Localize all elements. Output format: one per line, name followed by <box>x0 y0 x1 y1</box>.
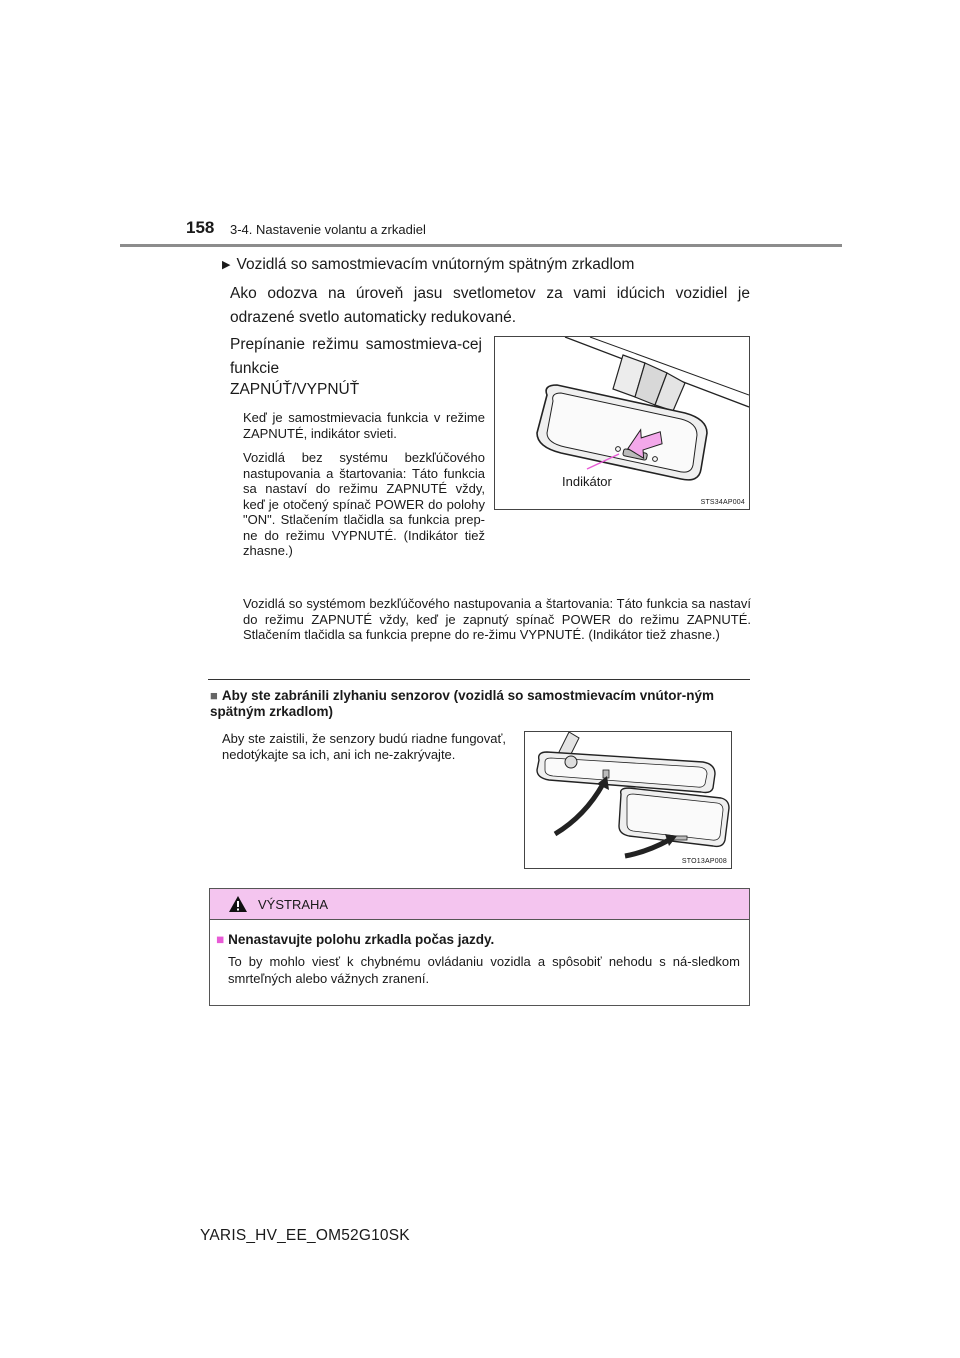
square-bullet-icon: ■ <box>210 688 218 703</box>
figure-callout-indicator: Indikátor <box>562 474 612 489</box>
warning-title: VÝSTRAHA <box>258 897 329 912</box>
triangle-bullet-icon: ▶ <box>222 259 231 271</box>
note-with-keyless: Vozidlá so systémom bezkľúčového nastupovania a štartovania: Táto funkcia sa nastaví do režimu ZAPNUTÉ vždy, keď je zapnutý spínač POWER do režimu ZAPNUTÉ. Stlačením tlačidla sa funkcia prepne do re-žimu VYPNUTÉ. (Indikátor tiež zhasne.) <box>243 596 751 642</box>
warning-box <box>209 888 750 1006</box>
square-bullet-icon: ■ <box>216 932 225 947</box>
sensor-paragraph: Aby ste zaistili, že senzory budú riadne fungovať, nedotýkajte sa ich, ani ich ne-zakrývajte. <box>222 731 506 762</box>
subheading <box>222 256 634 274</box>
step-subtitle: ZAPNÚŤ/VYPNÚŤ <box>230 381 360 398</box>
intro-paragraph: Ako odozva na úroveň jasu svetlometov za vami idúcich vozidiel je odrazené svetlo automaticky redukované. <box>230 285 750 326</box>
figure-code: STS34AP004 <box>700 499 745 506</box>
footer-code: YARIS_HV_EE_OM52G10SK <box>200 1227 410 1244</box>
figure-code: STO13AP008 <box>681 858 727 865</box>
step-title: Prepínanie režimu samostmieva-cej funkcie <box>230 336 482 377</box>
mirror-figure <box>494 336 750 510</box>
warning-header <box>210 889 749 920</box>
section-divider <box>208 679 750 680</box>
warning-subheading-text: Nenastavujte polohu zrkadla počas jazdy. <box>228 932 495 947</box>
note-indicator: Keď je samostmievacia funkcia v režime ZAPNUTÉ, indikátor svieti. <box>243 410 485 441</box>
section-title: 3-4. Nastavenie volantu a zrkadiel <box>230 222 426 237</box>
mirror-illustration <box>495 337 749 509</box>
warning-text: To by mohlo viesť k chybnému ovládaniu vozidla a spôsobiť nehodu s ná-sledkom smrteľných alebo vážnych zranení. <box>228 954 740 986</box>
warning-icon <box>228 895 248 913</box>
warning-subheading <box>216 932 494 947</box>
subheading-text: Vozidlá so samostmievacím vnútorným spätným zrkadlom <box>236 256 635 273</box>
sensor-heading <box>210 688 750 720</box>
page-number: 158 <box>186 218 215 237</box>
sensor-illustration <box>525 732 731 868</box>
sensor-heading-text: Aby ste zabránili zlyhaniu senzorov (vozidlá so samostmievacím vnútor-ným spätným zrkadlom) <box>210 688 714 719</box>
sensor-figure <box>524 731 732 869</box>
note-without-keyless: Vozidlá bez systému bezkľúčového nastupovania a štartovania: Táto funkcia sa nastaví do režimu ZAPNUTÉ vždy, keď je otočený spínač POWER do polohy "ON". Stlačením tlačidla sa funkcia prep-ne do režimu VYPNUTÉ. (Indikátor tiež zhasne.) <box>243 450 485 558</box>
header-rule <box>120 244 842 247</box>
